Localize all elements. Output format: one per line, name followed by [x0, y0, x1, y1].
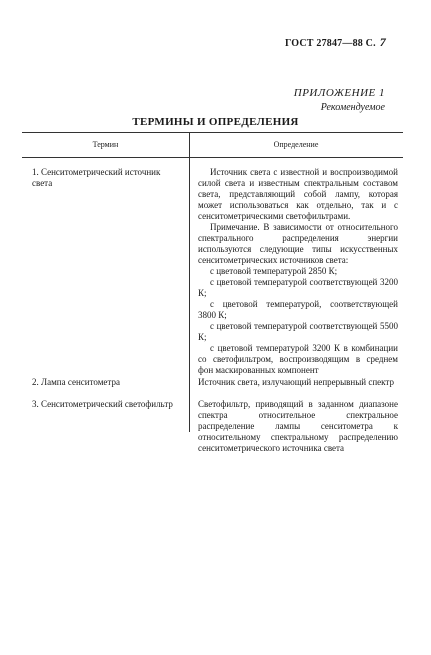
- definition-1-type-2: с цветовой температурой соответствующей 3200 К;: [198, 277, 398, 298]
- term-1: 1. Сенситометрический источник света: [32, 167, 161, 188]
- term-3: 3. Сенситометрический светофильтр: [32, 399, 173, 409]
- page-title: ТЕРМИНЫ И ОПРЕДЕЛЕНИЯ: [132, 116, 299, 128]
- definition-3: [198, 399, 398, 454]
- definition-1: [198, 167, 398, 376]
- definition-1-note: Примечание. В зависимости от относительного спектрального распределения энергии используются следующие типы искусственных сенситометрических источников света:: [198, 222, 398, 265]
- column-header-definition: Определение: [273, 140, 319, 149]
- definition-2: [198, 377, 398, 388]
- appendix-status: Рекомендуемое: [320, 102, 385, 113]
- table-column-divider: [189, 132, 190, 432]
- definition-1-type-1: с цветовой температурой 2850 К;: [210, 266, 338, 276]
- table-top-rule: [22, 132, 403, 133]
- term-2: 2. Лампа сенситометра: [32, 377, 120, 387]
- table-header-rule: [22, 157, 403, 158]
- definition-2-text: Источник света, излучающий непрерывный спектр: [198, 377, 394, 387]
- column-header-term: Термин: [92, 140, 119, 149]
- definition-1-text: Источник света с известной и воспроизводимой силой света и известным спектральным составом света, представляющий собой лампу, которая может использоваться как отдельно, так и с сенситометрическими светофильтрами.: [198, 167, 398, 221]
- definition-1-type-3: с цветовой температурой, соответствующей 3800 К;: [198, 299, 398, 320]
- definition-1-type-4: с цветовой температурой соответствующей 5500 К;: [198, 321, 398, 342]
- definition-1-type-5: с цветовой температурой 3200 К в комбинации со светофильтром, воспроизводящим в среднем фон маскированных компонент: [198, 343, 398, 375]
- page-header: [285, 35, 386, 50]
- page-number: 7: [379, 35, 386, 49]
- standard-code: ГОСТ 27847—88 С.: [284, 38, 376, 49]
- definition-3-text: Светофильтр, приводящий в заданном диапазоне спектра относительное спектральное распределение лампы сенситометра к относительному спектральному распределению сенситометрического источника света: [198, 399, 398, 453]
- appendix-title: ПРИЛОЖЕНИЕ 1: [293, 87, 385, 99]
